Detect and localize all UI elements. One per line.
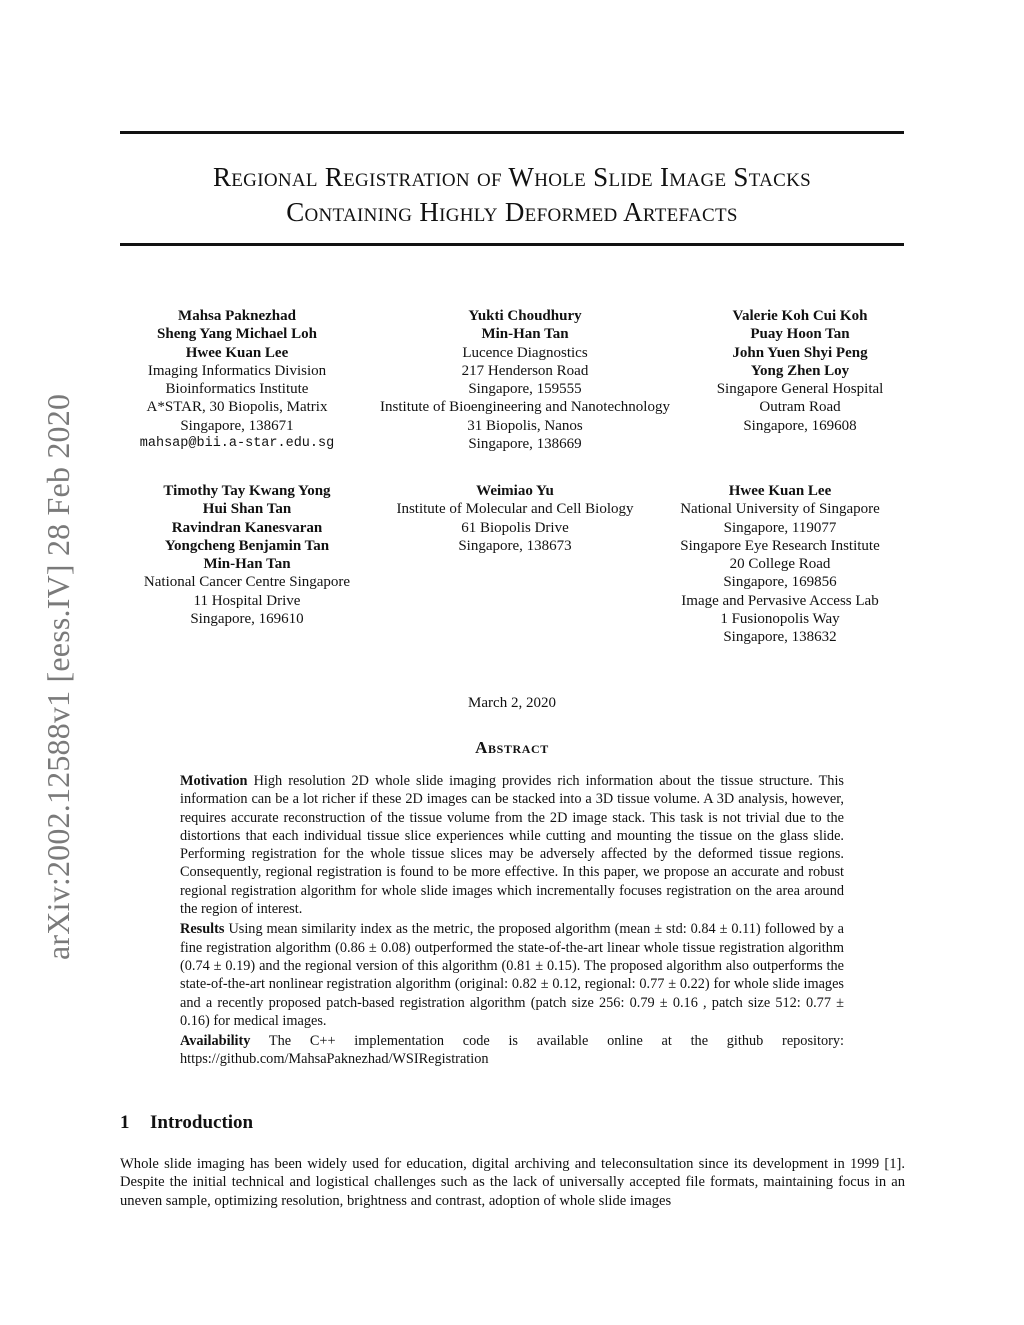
author-name: Yukti Choudhury — [468, 308, 582, 324]
author-name: Mahsa Paknezhad — [178, 308, 296, 324]
affiliation-line: Singapore, 169608 — [743, 417, 857, 434]
title-line-2: Containing Highly Deformed Artefacts — [286, 197, 738, 227]
affiliation-line: Imaging Informatics Division — [147, 362, 327, 379]
author-group-5 — [380, 482, 650, 555]
author-group-1 — [112, 307, 362, 453]
results-label: Results — [180, 921, 225, 938]
affiliation-line: 1 Fusionopolis Way — [720, 611, 840, 628]
affiliation-line: Singapore Eye Research Institute — [680, 537, 880, 554]
affiliation-line: National University of Singapore — [680, 501, 880, 518]
author-name: Puay Hoon Tan — [750, 326, 850, 343]
introduction-body — [120, 1155, 905, 1210]
affiliation-line: Image and Pervasive Access Lab — [681, 592, 879, 609]
affiliation-line: 31 Biopolis, Nanos — [467, 417, 583, 434]
paper-title — [120, 160, 904, 230]
results-text: Using mean similarity index as the metric, the proposed algorithm (mean ± std: 0.84 ± 0.11) followed by a fine registration algorithm (0.86 ± 0.08) outperformed the state-of-the-art linear whole tissue registration algorithm (0.74 ± 0.19) and the regional version of this algorithm (0.81 ± 0.15). The proposed algorithm also outperforms the state-of-the-art nonlinear registration algorithm (original: 0.82 ± 0.12, regional: 0.77 ± 0.22) for whole slide images and a recently proposed patch-based registration algorithm (patch size 256: 0.79 ± 0.16 , patch size 512: 0.77 ± 0.16) for medical images. — [180, 921, 844, 1029]
introduction-paragraph: Whole slide imaging has been widely used for education, digital archiving and teleconsultation since its development in 1999 [1]. Despite the initial technical and logistical challenges such as the lack of universally accepted file formats, maintaining focus in an uneven sample, optimizing resolution, brightness and contrast, adoption of whole slide images — [120, 1156, 905, 1209]
author-email[interactable]: mahsap@bii.a-star.edu.sg — [139, 436, 335, 452]
abstract-body — [180, 772, 844, 1071]
affiliation-line: 20 College Road — [729, 556, 831, 573]
affiliation-line: Outram Road — [759, 399, 841, 416]
affiliation-line: Singapore, 138671 — [180, 417, 294, 434]
affiliation-line: Singapore, 169610 — [190, 611, 304, 628]
abstract-results — [180, 920, 844, 1030]
affiliation-line: Singapore, 119077 — [723, 519, 837, 536]
affiliation-line: Institute of Molecular and Cell Biology — [396, 501, 634, 518]
affiliation-line: Singapore, 138669 — [468, 436, 582, 453]
section-number: 1 — [120, 1112, 130, 1133]
author-name: Yong Zhen Loy — [750, 362, 850, 379]
author-group-2 — [362, 307, 688, 453]
affiliation-line: Lucence Diagnostics — [462, 344, 588, 361]
abstract-motivation — [180, 772, 844, 918]
affiliation-line: Singapore, 138673 — [458, 537, 572, 554]
affiliation-line: Bioinformatics Institute — [165, 381, 309, 398]
affiliation-line: Singapore General Hospital — [716, 381, 884, 398]
author-name: Weimiao Yu — [476, 483, 554, 499]
affiliation-line: A*STAR, 30 Biopolis, Matrix — [146, 399, 328, 416]
availability-text: The C++ implementation code is available online at the github repository: https://github.com/MahsaPaknezhad/WSIRegistration — [180, 1033, 844, 1068]
affiliation-line: 61 Biopolis Drive — [461, 519, 569, 536]
affiliation-line: Singapore, 169856 — [723, 574, 837, 591]
author-name: Valerie Koh Cui Koh — [732, 308, 868, 324]
motivation-text: High resolution 2D whole slide imaging provides rich information about the tissue structure. This information can be a lot richer if these 2D images can be stacked into a 3D tissue volume. A 3D analysis, however, requires accurate reconstruction of the tissue volume from the 2D image stack. This task is not trivial due to the distortions that each individual tissue slice experiences while cutting and mounting the tissue on the glass slide. Performing registration for the whole tissue slices may be adversely affected by the deformed tissue regions. Consequently, regional registration is found to be more effective. In this paper, we propose an accurate and robust regional registration algorithm for whole slide images which incrementally focuses registration on the area around the region of interest. — [180, 773, 844, 918]
motivation-label: Motivation — [180, 773, 248, 789]
author-name: Hui Shan Tan — [202, 501, 292, 518]
affiliation-line: 217 Henderson Road — [461, 362, 589, 379]
affiliation-line: National Cancer Centre Singapore — [143, 574, 351, 591]
section-title: Introduction — [150, 1112, 254, 1133]
author-name: Timothy Tay Kwang Yong — [163, 483, 331, 499]
arxiv-identifier: arXiv:2002.12588v1 [eess.IV] 28 Feb 2020 — [40, 393, 76, 960]
author-name: Hwee Kuan Lee — [728, 483, 832, 499]
author-name: Min-Han Tan — [203, 556, 291, 573]
author-group-4 — [120, 482, 374, 628]
section-heading — [120, 1112, 253, 1134]
author-name: Hwee Kuan Lee — [185, 344, 289, 361]
author-name: Ravindran Kanesvaran — [171, 519, 323, 536]
title-bottom-rule — [120, 243, 904, 246]
author-name: Sheng Yang Michael Loh — [157, 326, 317, 343]
paper-date: March 2, 2020 — [468, 695, 556, 711]
author-name: John Yuen Shyi Peng — [732, 344, 868, 361]
affiliation-line: Singapore, 159555 — [468, 381, 582, 398]
author-name: Min-Han Tan — [481, 326, 569, 343]
availability-label: Availability — [180, 1033, 251, 1050]
title-top-rule — [120, 131, 904, 134]
author-group-3 — [690, 307, 910, 435]
affiliation-line: 11 Hospital Drive — [193, 592, 301, 609]
author-name: Yongcheng Benjamin Tan — [164, 537, 330, 554]
affiliation-line: Singapore, 138632 — [723, 629, 837, 646]
author-group-6 — [662, 482, 898, 647]
affiliation-line: Institute of Bioengineering and Nanotechnology — [380, 399, 670, 416]
title-line-1: Regional Registration of Whole Slide Image Stacks — [212, 162, 812, 192]
abstract-availability — [180, 1032, 844, 1069]
abstract-heading: Abstract — [475, 738, 549, 757]
